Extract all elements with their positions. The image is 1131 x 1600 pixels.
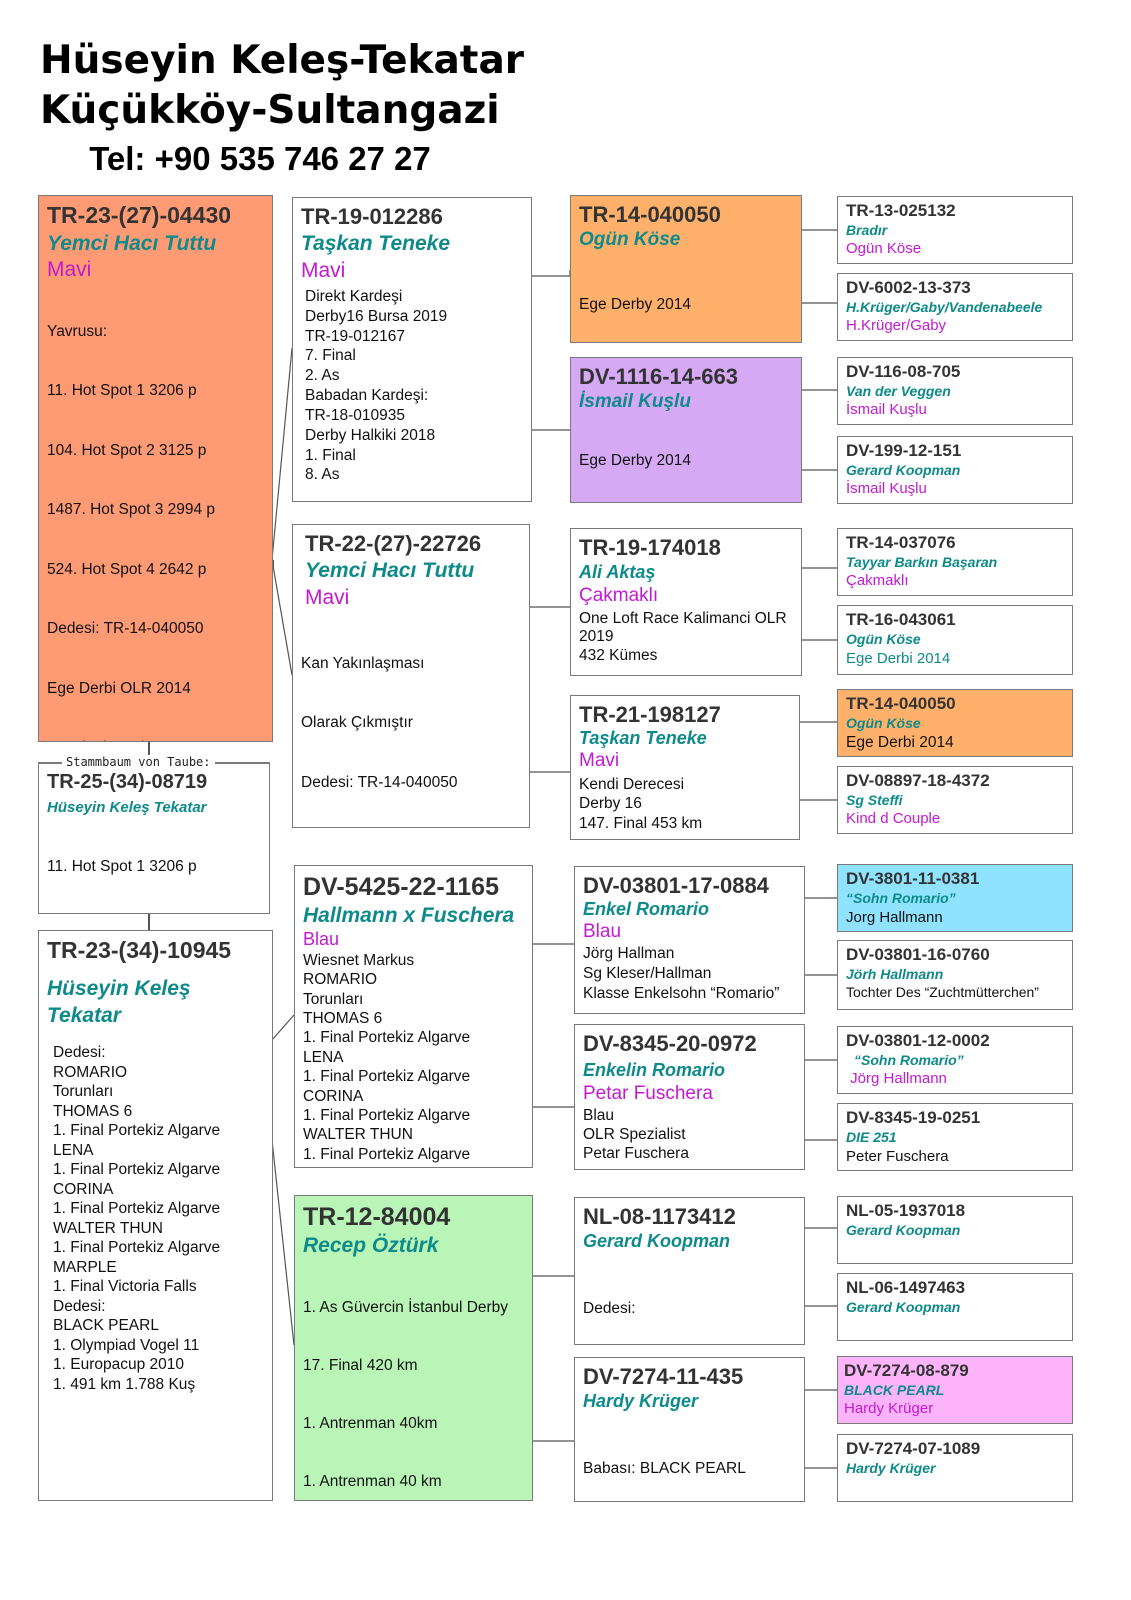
gen3-card-2 bbox=[837, 273, 1073, 341]
detail-line: Derby 16 bbox=[579, 795, 642, 813]
gen3-sub: Ege Derbi 2014 bbox=[846, 649, 951, 667]
detail-line: Ege Derbi OLR 2014 bbox=[47, 679, 191, 697]
detail-line: Sg Kleser/Hallman bbox=[583, 964, 712, 982]
gen2-d-details bbox=[579, 775, 791, 833]
gen3-id: DV-08897-18-4372 bbox=[846, 771, 990, 790]
detail-line: ROMARIO bbox=[53, 1063, 128, 1081]
gen2-h-details bbox=[583, 1420, 796, 1502]
gen3-sub: Hardy Krüger bbox=[844, 1399, 934, 1417]
detail-line: WALTER THUN bbox=[303, 1126, 413, 1144]
detail-line: 1. Final Portekiz Algarve bbox=[303, 1029, 471, 1047]
sire2-card bbox=[294, 865, 533, 1168]
gen3-card-9 bbox=[837, 864, 1073, 932]
gen2-e-details bbox=[583, 944, 796, 1004]
sire2-name: Hallmann x Fuschera bbox=[303, 904, 515, 927]
detail-line: Klasse Enkelsohn “Romario” bbox=[583, 985, 780, 1003]
dam1-name: Yemci Hacı Tuttu bbox=[305, 559, 475, 583]
detail-line: 1. Antrenman 40km bbox=[303, 1415, 438, 1433]
gen3-id: DV-7274-08-879 bbox=[844, 1361, 969, 1380]
sire1-id: TR-19-012286 bbox=[301, 204, 443, 229]
gen2-f-card bbox=[574, 1024, 805, 1170]
gen3-name: BLACK PEARL bbox=[844, 1382, 945, 1399]
gen3-id: NL-05-1937018 bbox=[846, 1201, 966, 1220]
sire2-id: DV-5425-22-1165 bbox=[303, 873, 499, 901]
stammbaum-id: TR-25-(34)-08719 bbox=[47, 771, 208, 793]
detail-line bbox=[47, 738, 264, 742]
dam2-details bbox=[303, 1259, 524, 1501]
gen2-b-card bbox=[570, 357, 802, 503]
detail-line: 2. As bbox=[305, 367, 340, 385]
gen3-id: TR-13-025132 bbox=[846, 201, 956, 220]
gen2-c-card bbox=[570, 528, 802, 676]
detail-line: CORINA bbox=[303, 1087, 364, 1105]
detail-line: 1. Olympiad Vogel 11 bbox=[53, 1336, 200, 1354]
gen2-d-id: TR-21-198127 bbox=[579, 702, 721, 727]
detail-line: 1. Final Portekiz Algarve bbox=[303, 1145, 471, 1163]
detail-line: Dedesi: TR-14-040050 bbox=[47, 620, 204, 638]
gen3-name: DIE 251 bbox=[846, 1129, 897, 1146]
gen3-sub: Kind d Couple bbox=[846, 809, 941, 827]
detail-line: 1. Final Portekiz Algarve bbox=[53, 1239, 221, 1257]
gen3-card-8 bbox=[837, 766, 1073, 834]
detail-line: Petar Fuschera bbox=[583, 1145, 689, 1163]
gen2-c-color: Çakmaklı bbox=[579, 584, 659, 606]
detail-line: 1. Final Portekiz Algarve bbox=[53, 1161, 221, 1179]
detail-line: Wiesnet Markus bbox=[303, 951, 415, 969]
detail-line: 1. Final Victoria Falls bbox=[53, 1278, 197, 1296]
detail-line: ROMARIO bbox=[303, 971, 378, 989]
detail-line: THOMAS 6 bbox=[53, 1102, 133, 1120]
stammbaum-card bbox=[38, 762, 270, 914]
sire1-name: Taşkan Teneke bbox=[301, 232, 451, 256]
detail-line: 1. 491 km 1.788 Kuş bbox=[53, 1375, 196, 1393]
gen3-card-15 bbox=[837, 1356, 1073, 1424]
detail-line: THOMAS 6 bbox=[303, 1010, 383, 1028]
gen3-card-10 bbox=[837, 940, 1073, 1010]
detail-line: LENA bbox=[303, 1048, 344, 1066]
detail-line: 104. Hot Spot 2 3125 p bbox=[47, 441, 207, 459]
gen3-name: Sg Steffi bbox=[846, 792, 903, 809]
gen3-sub: Çakmaklı bbox=[846, 571, 909, 589]
detail-line: Kan Yakınlaşması bbox=[301, 654, 425, 672]
gen3-id: TR-16-043061 bbox=[846, 610, 956, 629]
dam-main-id: TR-23-(34)-10945 bbox=[47, 937, 232, 963]
main-pigeon-color: Mavi bbox=[47, 257, 92, 281]
gen3-id: DV-116-08-705 bbox=[846, 362, 961, 381]
detail-line: 2019 bbox=[579, 628, 614, 646]
detail-line: 1. Final Portekiz Algarve bbox=[303, 1106, 471, 1124]
detail-line: Dedesi: bbox=[53, 1297, 106, 1315]
detail-line: 147. Final 453 km bbox=[579, 814, 703, 832]
gen3-name: “Sohn Romario” bbox=[854, 1052, 964, 1069]
detail-line: 11. Hot Spot 1 3206 p bbox=[47, 858, 197, 876]
detail-line: Blau bbox=[583, 1106, 615, 1124]
gen3-name: Ogün Köse bbox=[846, 631, 921, 648]
gen3-card-6 bbox=[837, 605, 1073, 675]
gen2-e-color: Blau bbox=[583, 920, 622, 942]
gen3-name: Jörh Hallmann bbox=[846, 966, 944, 983]
gen3-id: DV-8345-19-0251 bbox=[846, 1108, 981, 1127]
gen3-name: Bradır bbox=[846, 222, 888, 239]
detail-line: Kendi Derecesi bbox=[579, 775, 685, 793]
main-pigeon-details bbox=[47, 282, 264, 742]
detail-line: 11. Hot Spot 1 3206 p bbox=[47, 382, 197, 400]
gen2-d-card bbox=[570, 695, 800, 840]
detail-line: Yavrusu: bbox=[47, 322, 108, 340]
main-pigeon-card bbox=[38, 195, 273, 742]
detail-line: Babası: BLACK PEARL bbox=[583, 1459, 746, 1477]
gen2-c-id: TR-19-174018 bbox=[579, 535, 721, 560]
dam1-color: Mavi bbox=[305, 585, 350, 609]
gen3-id: DV-199-12-151 bbox=[846, 441, 962, 460]
detail-line: CORINA bbox=[53, 1180, 114, 1198]
main-pigeon-name: Yemci Hacı Tuttu bbox=[47, 231, 217, 255]
gen3-id: DV-03801-12-0002 bbox=[846, 1031, 990, 1050]
detail-line: Olarak Çıkmıştır bbox=[301, 714, 413, 732]
gen2-e-id: DV-03801-17-0884 bbox=[583, 873, 769, 898]
gen2-b-name: İsmail Kuşlu bbox=[579, 391, 691, 413]
detail-line: WALTER THUN bbox=[53, 1219, 163, 1237]
main-pigeon-id: TR-23-(27)-04430 bbox=[47, 202, 232, 228]
detail-line: TR-18-010935 bbox=[305, 406, 405, 424]
detail-line: 1. Final Portekiz Algarve bbox=[53, 1122, 221, 1140]
gen2-h-card bbox=[574, 1357, 805, 1502]
sire2-color: Blau bbox=[303, 929, 340, 950]
detail-line: 1. As Güvercin İstanbul Derby bbox=[303, 1299, 509, 1317]
detail-line: Dedesi: TR-14-040050 bbox=[301, 773, 458, 791]
gen3-id: TR-14-037076 bbox=[846, 533, 956, 552]
detail-line: Torunları bbox=[303, 990, 364, 1008]
detail-line: LENA bbox=[53, 1141, 94, 1159]
gen2-b-id: DV-1116-14-663 bbox=[579, 364, 739, 389]
detail-line: BLACK PEARL bbox=[53, 1317, 159, 1335]
gen3-sub: H.Krüger/Gaby bbox=[846, 316, 947, 334]
dam-main-name: Hüseyin Keleş Tekatar bbox=[47, 976, 191, 1027]
gen2-c-details bbox=[579, 610, 793, 666]
gen2-d-name: Taşkan Teneke bbox=[579, 728, 707, 749]
header-phone: Tel: +90 535 746 27 27 bbox=[89, 140, 431, 177]
gen2-b-details bbox=[579, 415, 793, 503]
gen3-sub: İsmail Kuşlu bbox=[846, 479, 927, 497]
gen3-card-14 bbox=[837, 1273, 1073, 1341]
gen3-name: Tayyar Barkın Başaran bbox=[846, 554, 998, 571]
gen3-card-1 bbox=[837, 196, 1073, 264]
detail-line: 8. As bbox=[305, 466, 340, 484]
gen3-sub: Jörg Hallmann bbox=[846, 1069, 947, 1087]
detail-line: Derby16 Bursa 2019 bbox=[305, 307, 448, 325]
gen3-card-3 bbox=[837, 357, 1073, 425]
gen3-card-13 bbox=[837, 1196, 1073, 1264]
gen2-e-name: Enkel Romario bbox=[583, 899, 710, 920]
detail-line: Ege Derby 2014 bbox=[579, 295, 692, 313]
gen2-f-name: Enkelin Romario bbox=[583, 1060, 726, 1081]
detail-line: 1487. Hot Spot 3 2994 p bbox=[47, 501, 216, 519]
gen3-card-5 bbox=[837, 528, 1073, 596]
gen3-card-7 bbox=[837, 689, 1073, 757]
detail-line: 17. Final 420 km bbox=[303, 1357, 418, 1375]
header-location: Küçükköy-Sultangazi bbox=[40, 88, 500, 133]
detail-line: OLR Spezialist bbox=[583, 1125, 686, 1143]
gen2-f-color: Petar Fuschera bbox=[583, 1082, 713, 1104]
gen2-g-name: Gerard Koopman bbox=[583, 1231, 731, 1252]
detail-line: 1. Final Portekiz Algarve bbox=[53, 1200, 221, 1218]
gen2-g-id: NL-08-1173412 bbox=[583, 1204, 736, 1229]
gen3-card-4 bbox=[837, 436, 1073, 504]
gen2-a-name: Ogün Köse bbox=[579, 229, 681, 251]
detail-line: 1. Final bbox=[305, 446, 356, 464]
gen2-e-card bbox=[574, 866, 805, 1014]
sire1-details bbox=[301, 287, 523, 485]
gen3-sub: Tochter Des “Zuchtmütterchen” bbox=[846, 983, 1039, 1000]
detail-line: TR-19-012167 bbox=[305, 327, 405, 345]
detail-line: 524. Hot Spot 4 2642 p bbox=[47, 560, 207, 578]
dam-main-card bbox=[38, 930, 273, 1501]
gen3-sub: Ogün Köse bbox=[846, 239, 922, 257]
dam1-id: TR-22-(27)-22726 bbox=[305, 531, 482, 556]
gen3-id: DV-7274-07-1089 bbox=[846, 1439, 981, 1458]
detail-line: Dedesi: bbox=[583, 1299, 636, 1317]
gen3-id: NL-06-1497463 bbox=[846, 1278, 966, 1297]
gen3-name: Gerard Koopman bbox=[846, 1222, 961, 1239]
gen3-name: Van der Veggen bbox=[846, 383, 951, 400]
gen2-f-id: DV-8345-20-0972 bbox=[583, 1031, 757, 1056]
sire2-details bbox=[303, 951, 524, 1164]
sire1-card bbox=[292, 197, 532, 502]
dam1-details bbox=[301, 614, 521, 828]
gen3-name: “Sohn Romario” bbox=[846, 890, 956, 907]
gen3-sub: Peter Fuschera bbox=[846, 1147, 949, 1165]
detail-line: MARPLE bbox=[53, 1258, 117, 1276]
detail-line: 432 Kümes bbox=[579, 646, 658, 664]
detail-line: Direkt Kardeşi bbox=[305, 287, 403, 305]
gen2-h-name: Hardy Krüger bbox=[583, 1391, 699, 1412]
dam1-card bbox=[292, 524, 530, 828]
detail-line: Dedesi: bbox=[53, 1044, 106, 1062]
gen2-a-details bbox=[579, 255, 793, 343]
detail-line: Derby Halkiki 2018 bbox=[305, 426, 436, 444]
gen3-name: Ogün Köse bbox=[846, 715, 921, 732]
gen3-name: Gerard Koopman bbox=[846, 462, 961, 479]
gen2-a-id: TR-14-040050 bbox=[579, 202, 721, 227]
gen3-name: Gerard Koopman bbox=[846, 1299, 961, 1316]
gen2-g-card bbox=[574, 1197, 805, 1345]
gen3-id: DV-3801-11-0381 bbox=[846, 869, 980, 888]
dam-main-details bbox=[47, 1043, 264, 1394]
gen3-card-12 bbox=[837, 1103, 1073, 1171]
detail-line: Babadan Kardeşi: bbox=[305, 387, 429, 405]
dam2-id: TR-12-84004 bbox=[303, 1203, 451, 1231]
gen3-id: TR-14-040050 bbox=[846, 694, 956, 713]
header-title: Hüseyin Keleş-Tekatar bbox=[40, 38, 524, 83]
stammbaum-owner: Hüseyin Keleş Tekatar bbox=[47, 799, 207, 816]
gen3-id: DV-03801-16-0760 bbox=[846, 945, 990, 964]
sire1-color: Mavi bbox=[301, 258, 346, 282]
gen2-a-card bbox=[570, 195, 802, 343]
gen2-h-id: DV-7274-11-435 bbox=[583, 1364, 744, 1389]
gen3-name: H.Krüger/Gaby/Vandenabeele bbox=[846, 299, 1043, 316]
detail-line: Torunları bbox=[53, 1083, 114, 1101]
detail-line: 1. Europacup 2010 bbox=[53, 1356, 184, 1374]
detail-line: Jörg Hallman bbox=[583, 944, 675, 962]
detail-line: 7. Final bbox=[305, 347, 356, 365]
detail-line: 1. Antrenman 40 km bbox=[303, 1473, 442, 1491]
gen3-sub: İsmail Kuşlu bbox=[846, 400, 927, 418]
stammbaum-label: Stammbaum von Taube: bbox=[62, 755, 215, 769]
gen2-d-color: Mavi bbox=[579, 749, 620, 771]
detail-line: Ege Derby 2014 bbox=[579, 452, 692, 470]
gen2-g-details bbox=[583, 1260, 796, 1345]
detail-line: One Loft Race Kalimanci OLR bbox=[579, 609, 787, 627]
gen3-card-11 bbox=[837, 1026, 1073, 1094]
gen3-sub: Jorg Hallmann bbox=[846, 908, 943, 926]
detail-line: 1. Final Portekiz Algarve bbox=[303, 1068, 471, 1086]
dam2-card bbox=[294, 1195, 533, 1501]
stammbaum-details bbox=[47, 818, 261, 915]
dam2-name: Recep Öztürk bbox=[303, 1234, 439, 1257]
gen3-name: Hardy Krüger bbox=[846, 1460, 936, 1477]
gen3-id: DV-6002-13-373 bbox=[846, 278, 971, 297]
gen2-f-details bbox=[583, 1106, 796, 1164]
gen3-card-16 bbox=[837, 1434, 1073, 1502]
gen3-sub: Ege Derbi 2014 bbox=[846, 733, 954, 751]
gen2-c-name: Ali Aktaş bbox=[579, 562, 656, 583]
